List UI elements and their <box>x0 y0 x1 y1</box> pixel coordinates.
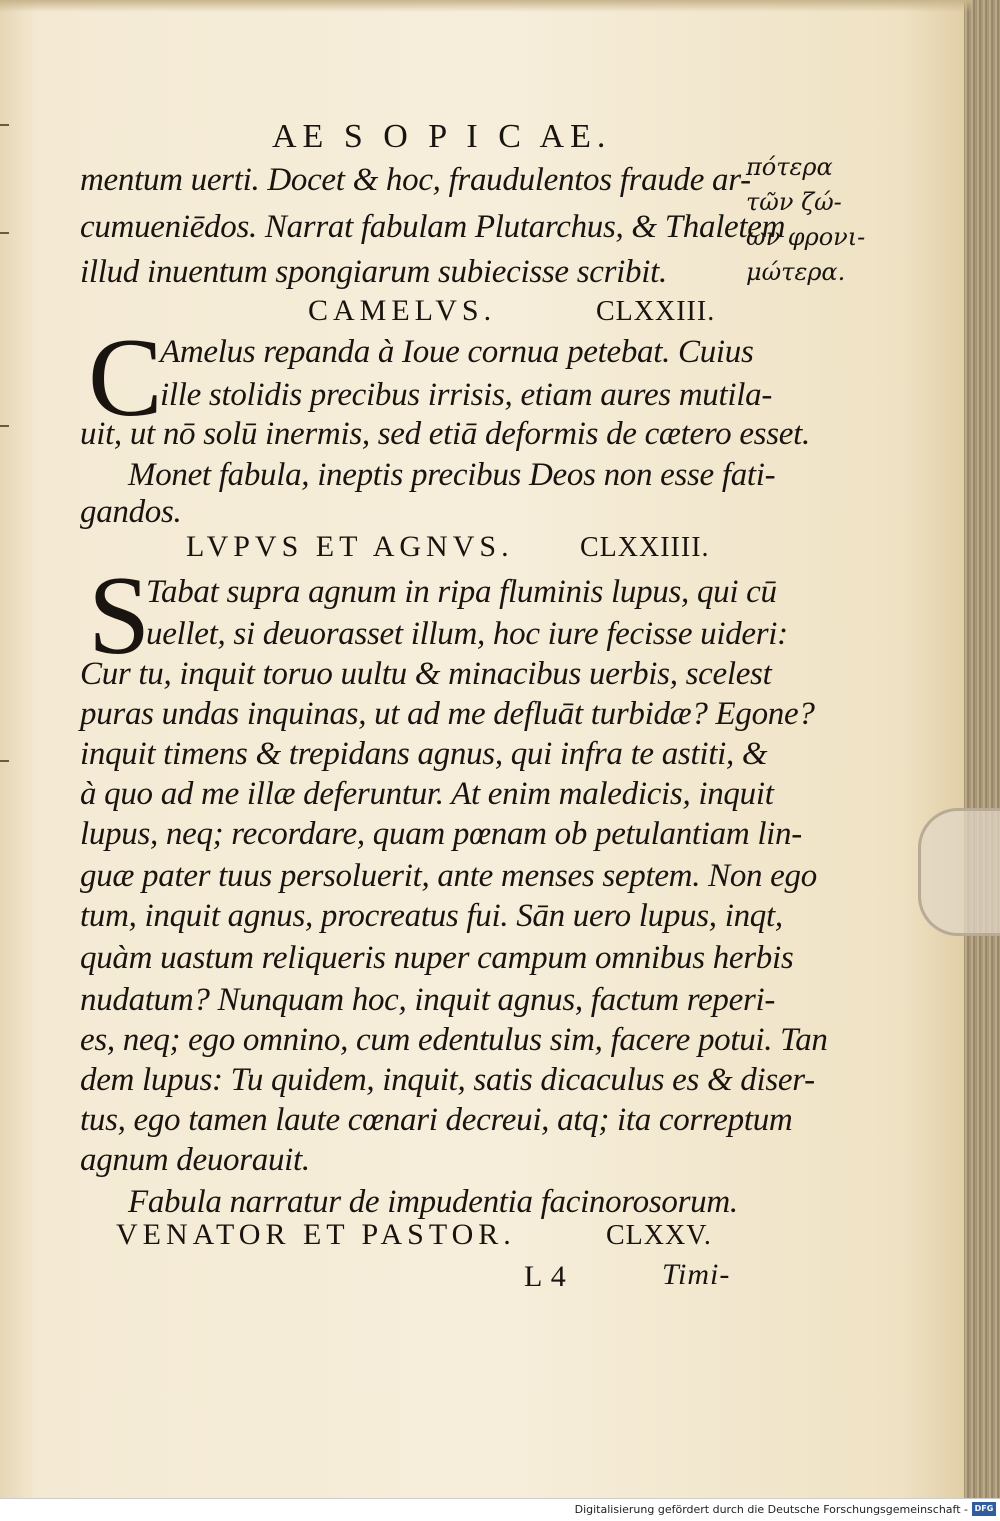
margin-tick <box>0 760 9 762</box>
text-line: cumueniēdos. Narrat fabulam Plutarchus, & Thaletem <box>80 209 786 245</box>
text-line: puras undas inquinas, ut ad me defluāt turbidæ? Egone? <box>80 696 815 732</box>
margin-note-line: πότερα <box>746 153 833 181</box>
fable-title: LVPVS ET AGNVS. <box>186 530 514 563</box>
footer-bar <box>0 1498 1000 1521</box>
drop-capital: S <box>88 554 151 678</box>
text-line: ille stolidis precibus irrisis, etiam aures mutila- <box>160 377 773 413</box>
text-line: quàm uastum reliqueris nuper campum omnibus herbis <box>80 940 794 976</box>
text-line: mentum uerti. Docet & hoc, fraudulentos fraude ar- <box>80 162 751 198</box>
margin-note-line: τῶν ζώ- <box>746 188 842 216</box>
fable-number: CLXXIIII. <box>580 532 710 563</box>
margin-tick <box>0 425 9 427</box>
catchword: Timi- <box>662 1258 731 1291</box>
text-line: tum, inquit agnus, procreatus fui. Sān uero lupus, inqt, <box>80 898 783 934</box>
text-line: Tabat supra agnum in ripa fluminis lupus, qui cū <box>146 574 777 610</box>
text-line: Monet fabula, ineptis precibus Deos non esse fati- <box>128 457 776 493</box>
text-line: illud inuentum spongiarum subiecisse scribit. <box>80 254 667 290</box>
fable-title: CAMELVS. <box>308 294 497 327</box>
text-line: es, neq; ego omnino, cum edentulus sim, facere potui. Tan <box>80 1022 828 1058</box>
top-shadow <box>0 0 972 12</box>
text-line: Amelus repanda à Ioue cornua petebat. Cuius <box>160 334 754 370</box>
margin-note-line: ων φρονι- <box>746 223 866 251</box>
text-line: Cur tu, inquit toruo uultu & minacibus uerbis, scelest <box>80 656 772 692</box>
signature-mark: L 4 <box>524 1260 567 1293</box>
text-line: uellet, si deuorasset illum, hoc iure fecisse uideri: <box>146 616 788 652</box>
text-line: nudatum? Nunquam hoc, inquit agnus, factum reperi- <box>80 982 776 1018</box>
running-title: AE S O P I C AE. <box>272 118 612 155</box>
text-line: à quo ad me illæ deferuntur. At enim maledicis, inquit <box>80 776 774 812</box>
fable-number: CLXXIII. <box>596 296 716 327</box>
moral-line: Fabula narratur de impudentia facinorosorum. <box>128 1184 738 1220</box>
fable-number: CLXXV. <box>606 1220 712 1251</box>
page-edges <box>964 0 1000 1498</box>
text-line: uit, ut nō solū inermis, sed etiā deformis de cætero esset. <box>80 416 810 452</box>
margin-note-line: μώτερα. <box>746 258 846 286</box>
margin-tick <box>0 232 9 234</box>
fable-title: VENATOR ET PASTOR. <box>116 1218 516 1251</box>
text-line: tus, ego tamen laute cœnari decreui, atq; ita correptum <box>80 1102 793 1138</box>
text-line: dem lupus: Tu quidem, inquit, satis dicaculus es & diser- <box>80 1062 815 1098</box>
footer-credit: Digitalisierung gefördert durch die Deutsche Forschungsgemeinschaft - <box>574 1503 968 1516</box>
margin-tick <box>0 124 9 126</box>
text-line: lupus, neq; recordare, quam pœnam ob petulantiam lin- <box>80 816 802 852</box>
text-line: gandos. <box>80 494 182 530</box>
dfg-logo-icon: DFG <box>972 1502 996 1516</box>
text-line: inquit timens & trepidans agnus, qui infra te astiti, & <box>80 736 768 772</box>
text-line: guæ pater tuus persoluerit, ante menses septem. Non ego <box>80 858 817 894</box>
book-clip <box>918 808 1000 936</box>
drop-capital: C <box>88 316 163 440</box>
text-line: agnum deuorauit. <box>80 1142 310 1178</box>
